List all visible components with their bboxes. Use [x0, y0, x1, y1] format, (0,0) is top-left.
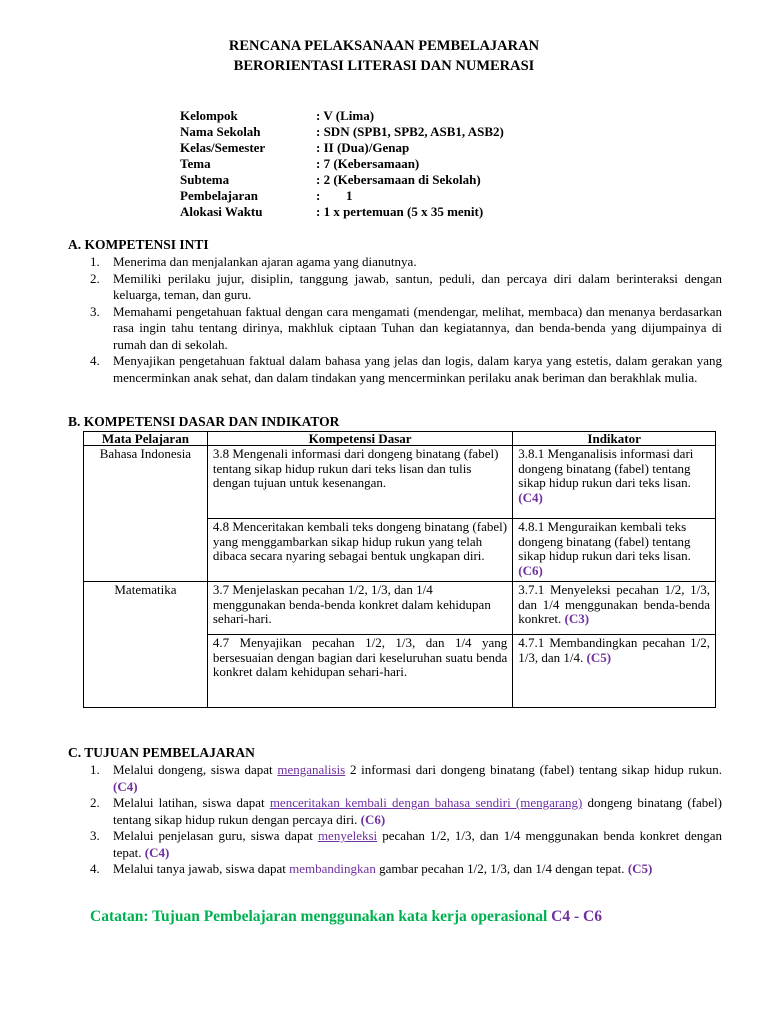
indicator-text: 4.8.1 Menguraikan kembali teks dongeng binatang (fabel) tentang sikap hidup rukun dari teks lisan.: [518, 519, 691, 563]
list-item: [90, 828, 722, 861]
list-number: 2.: [90, 270, 100, 286]
identity-value: : II (Dua)/Genap: [316, 140, 410, 155]
table-row: [84, 582, 716, 635]
identity-value: : V (Lima): [316, 108, 375, 123]
list-item: [90, 254, 722, 271]
document-title-line-2: BERORIENTASI LITERASI DAN NUMERASI: [233, 58, 535, 74]
operational-verb: membandingkan: [289, 861, 376, 876]
list-item: [90, 861, 722, 878]
cognitive-level-badge: (C5): [627, 861, 653, 876]
subject-cell: Matematika: [84, 582, 208, 635]
list-number: 1.: [90, 254, 100, 269]
note-body: Catatan: Tujuan Pembelajaran menggunakan kata kerja operasional: [90, 908, 552, 925]
operational-verb: menyeleksi: [317, 828, 378, 843]
indicator-text: 3.7.1 Menyeleksi pecahan 1/2, 1/3, dan 1/4 menggunakan benda-benda konkret.: [518, 582, 710, 626]
list-item: [90, 795, 722, 828]
objective-text: Melalui penjelasan guru, siswa dapat: [113, 828, 318, 843]
subject-cell: [84, 635, 208, 708]
cognitive-level-badge: (C4): [113, 778, 138, 794]
identity-label: Kelas/Semester: [180, 140, 266, 155]
identity-value: : 7 (Kebersamaan): [316, 156, 420, 171]
objective-text: Melalui latihan, siswa dapat: [113, 795, 270, 810]
document-title-line-1: RENCANA PELAKSANAAN PEMBELAJARAN: [228, 38, 540, 54]
identity-label: Nama Sekolah: [180, 124, 261, 139]
operational-verb: menganalisis: [277, 762, 346, 777]
kompetensi-inti-list: [90, 254, 722, 386]
indicator-cell: [513, 635, 716, 708]
objective-text: pecahan 1/2, 1/3, dan 1/4 menggunakan benda konkret dengan tepat.: [113, 828, 722, 860]
identity-value: : SDN (SPB1, SPB2, ASB1, ASB2): [316, 124, 504, 139]
list-number: 4.: [90, 861, 100, 876]
subject-cell: [84, 519, 208, 582]
note-text: [90, 908, 602, 926]
subject-cell: Bahasa Indonesia: [84, 446, 208, 519]
indicator-cell: [513, 519, 716, 582]
identity-value: : 2 (Kebersamaan di Sekolah): [316, 172, 481, 187]
list-text: Menyajikan pengetahuan faktual dalam bahasa yang jelas dan logis, dalam karya yang estetis, dalam gerakan yang mencerminkan anak sehat, dan dalam tindakan yang mencerminkan perilaku anak beriman dan berakhlak mulia.: [113, 353, 722, 385]
section-heading-tujuan-pembelajaran: C. TUJUAN PEMBELAJARAN: [68, 745, 255, 760]
identity-value: : 1 x pertemuan (5 x 35 menit): [316, 204, 484, 219]
list-number: 1.: [90, 762, 100, 777]
list-item: [90, 762, 722, 795]
identity-row-kelas-semester: [180, 140, 504, 156]
identity-label: Subtema: [180, 172, 230, 187]
objective-text: Melalui dongeng, siswa dapat: [113, 762, 278, 777]
identity-row-pembelajaran: [180, 188, 504, 204]
kd-cell: [207, 635, 512, 708]
table-row: [84, 446, 716, 519]
kd-text: 4.7 Menyajikan pecahan 1/2, 1/3, dan 1/4 yang bersesuaian dengan bagian dari keseluruhan suatu benda konkret dalam kehidupan sehari-hari.: [212, 635, 508, 679]
indicator-text: 3.8.1 Menganalisis informasi dari dongeng binatang (fabel) tentang sikap hidup rukun dari teks lisan.: [518, 446, 694, 490]
column-header: Indikator: [513, 432, 716, 446]
identity-row-kelompok: [180, 108, 504, 124]
cognitive-level-badge: (C4): [518, 489, 543, 505]
table-row: [84, 519, 716, 582]
kd-cell: [207, 582, 512, 635]
section-heading-kompetensi-dasar: B. KOMPETENSI DASAR DAN INDIKATOR: [68, 414, 340, 429]
objective-text: gambar pecahan 1/2, 1/3, dan 1/4 dengan tepat.: [375, 861, 628, 876]
note-levels: C4 - C6: [551, 908, 602, 925]
tujuan-pembelajaran-list: [90, 762, 722, 878]
list-text: Memiliki perilaku jujur, disiplin, tanggung jawab, santun, peduli, dan percaya diri dalam berinteraksi dengan keluarga, teman, dan guru.: [113, 270, 722, 302]
identity-row-alokasi-waktu: [180, 204, 504, 220]
list-item: [90, 353, 722, 386]
section-heading-kompetensi-inti: A. KOMPETENSI INTI: [68, 237, 209, 252]
list-number: 4.: [90, 353, 100, 368]
identity-row-tema: [180, 156, 504, 172]
kd-cell: [207, 446, 512, 519]
identity-value: :: [316, 188, 321, 203]
indicator-cell: [513, 582, 716, 635]
identity-block: [180, 108, 504, 220]
list-number: 3.: [90, 828, 100, 843]
identity-row-nama-sekolah: [180, 124, 504, 140]
objective-text: 2 informasi dari dongeng binatang (fabel) tentang sikap hidup rukun.: [345, 762, 722, 777]
list-text: Menerima dan menjalankan ajaran agama yang dianutnya.: [113, 254, 417, 269]
kd-text: 3.7 Menjelaskan pecahan 1/2, 1/3, dan 1/4 menggunakan benda-benda konkret dalam kehidupan sehari-hari.: [212, 582, 491, 626]
indicator-text: 4.7.1 Membandingkan pecahan 1/2, 1/3, dan 1/4.: [518, 635, 710, 665]
objective-text: dongeng binatang (fabel) tentang sikap hidup rukun dengan percaya diri.: [113, 795, 722, 827]
list-text: Memahami pengetahuan faktual dengan cara mengamati (mendengar, melihat, membaca) dan menanya berdasarkan rasa ingin tahu tentang dirinya, makhluk ciptaan Tuhan dan kegiatannya, dan benda-benda yang dijumpainya di rumah dan di sekolah.: [113, 303, 722, 352]
column-header: Kompetensi Dasar: [207, 432, 512, 446]
list-number: 3.: [90, 303, 100, 319]
table-row: [84, 635, 716, 708]
identity-label: Alokasi Waktu: [180, 204, 263, 219]
kd-text: 3.8 Mengenali informasi dari dongeng binatang (fabel) tentang sikap hidup rukun dari teks lisan dan tulis dengan tujuan untuk kesenangan.: [212, 446, 499, 490]
cognitive-level-badge: (C3): [564, 611, 590, 626]
objective-text: Melalui tanya jawab, siswa dapat: [113, 861, 290, 876]
kd-text: 4.8 Menceritakan kembali teks dongeng binatang (fabel) yang menggambarkan sikap hidup rukun yang telah dibaca secara nyaring sebagai bentuk ungkapan diri.: [212, 519, 508, 563]
list-item: [90, 271, 722, 304]
identity-value-number: 1: [346, 188, 353, 203]
table-header-row: [84, 432, 716, 446]
identity-label: Kelompok: [180, 108, 238, 123]
identity-label: Pembelajaran: [180, 188, 258, 203]
identity-label: Tema: [180, 156, 211, 171]
list-number: 2.: [90, 795, 100, 810]
operational-verb: menceritakan kembali dengan bahasa sendiri (mengarang): [269, 795, 583, 810]
cognitive-level-badge: (C6): [360, 811, 386, 827]
cognitive-level-badge: (C4): [144, 844, 170, 860]
indicator-cell: [513, 446, 716, 519]
cognitive-level-badge: (C5): [586, 649, 612, 665]
kompetensi-dasar-table: [83, 431, 716, 708]
identity-row-subtema: [180, 172, 504, 188]
kd-cell: [207, 519, 512, 582]
cognitive-level-badge: (C6): [518, 562, 543, 578]
list-item: [90, 304, 722, 354]
column-header: Mata Pelajaran: [84, 432, 208, 446]
